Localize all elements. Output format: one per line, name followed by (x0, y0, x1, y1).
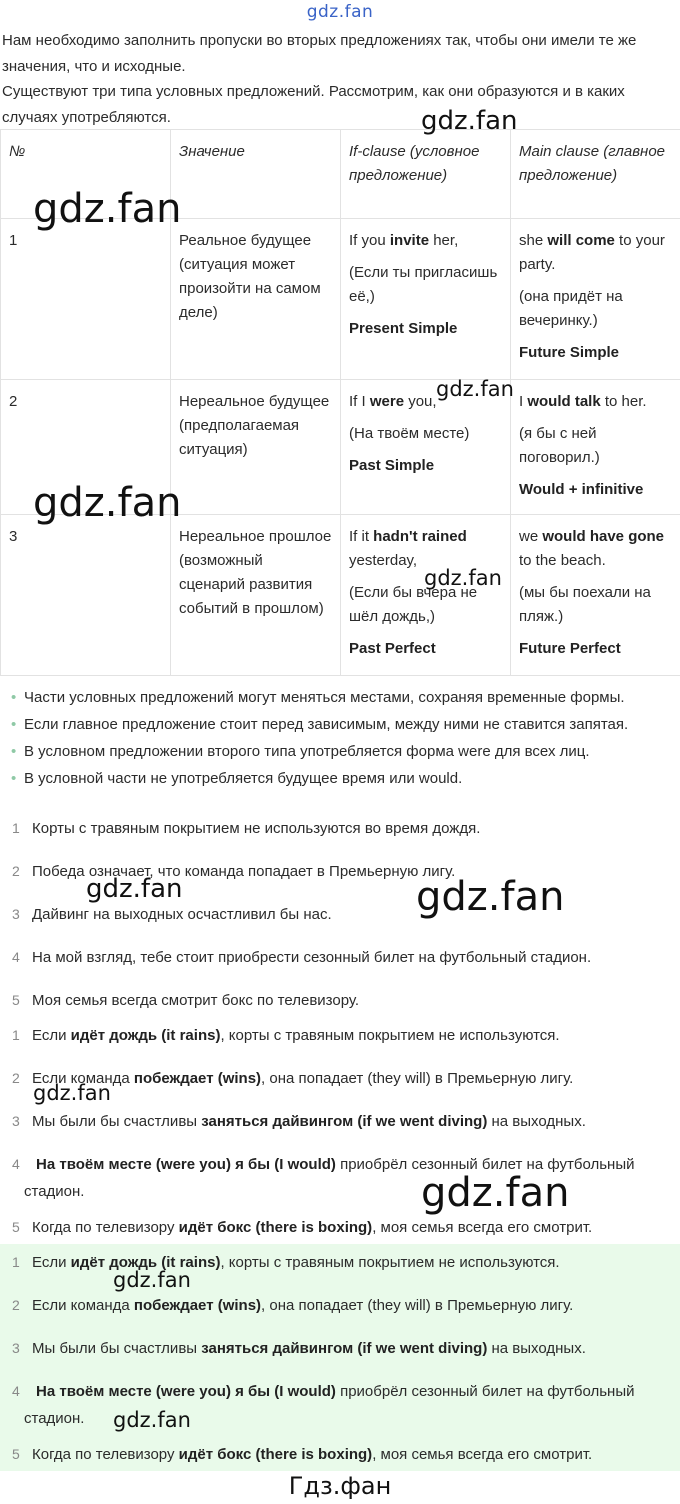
row-number: 1 (1, 219, 171, 380)
bullet-icon: • (11, 770, 17, 787)
list-item (0, 1441, 680, 1468)
item-number: 5 (12, 1446, 20, 1462)
header-if-clause: If-clause (условное предложение) (341, 130, 511, 219)
item-number: 4 (12, 1383, 20, 1399)
row-if-clause (341, 219, 511, 380)
notes-list (0, 688, 680, 796)
row-meaning: Реальное будущее (ситуация может произойти на самом деле) (171, 219, 341, 380)
watermark: gdz.fan (33, 1081, 111, 1105)
site-logo[interactable]: gdz.fan (306, 2, 374, 22)
if-tense: Past Simple (349, 457, 435, 474)
main-translation: (мы бы поехали на пляж.) (519, 584, 651, 625)
bullet-icon: • (11, 689, 17, 706)
watermark: gdz.fan (436, 377, 514, 401)
watermark: gdz.fan (421, 106, 518, 136)
row-meaning: Нереальное прошлое (возможный сценарий развития событий в прошлом) (171, 515, 341, 676)
list-item (0, 901, 680, 928)
watermark: gdz.fan (113, 1408, 191, 1432)
header-meaning: Значение (171, 130, 341, 219)
intro-paragraph-2: Существуют три типа условных предложений. Рассмотрим, как они образуются и в каких случаях употребляются. (2, 83, 625, 126)
row-main-clause (511, 515, 680, 676)
if-translation: (Если ты пригласишь её,) (349, 264, 498, 305)
if-tense: Present Simple (349, 320, 458, 337)
main-example: she will come to your party. (519, 232, 665, 273)
main-tense: Future Perfect (519, 640, 621, 657)
watermark: gdz.fan (86, 874, 183, 904)
item-text: Победа означает, что команда попадает в Премьерную лигу. (32, 863, 456, 880)
item-number: 5 (12, 992, 20, 1008)
item-text: На твоём месте (were you) я бы (I would) приобрёл сезонный билет на футбольный стадион. (24, 1156, 635, 1200)
row-main-clause (511, 219, 680, 380)
if-translation: (Если бы вчера не шёл дождь,) (349, 584, 478, 625)
item-number: 4 (12, 949, 20, 965)
main-translation: (она придёт на вечеринку.) (519, 288, 623, 329)
item-text: На мой взгляд, тебе стоит приобрести сезонный билет на футбольный стадион. (32, 949, 592, 966)
item-text: Дайвинг на выходных осчастливил бы нас. (32, 906, 332, 923)
item-number: 2 (12, 1070, 20, 1086)
list-item (0, 987, 680, 1014)
if-tense: Past Perfect (349, 640, 436, 657)
watermark: gdz.fan (421, 1170, 570, 1216)
footer-logo[interactable]: Гдз.фан (288, 1472, 392, 1500)
list-item (0, 1378, 680, 1432)
item-text: Когда по телевизору идёт бокс (there is boxing), моя семья всегда его смотрит. (32, 1219, 593, 1236)
watermark: gdz.fan (416, 874, 565, 920)
item-text: Когда по телевизору идёт бокс (there is boxing), моя семья всегда его смотрит. (32, 1446, 593, 1463)
main-example: we would have gone to the beach. (519, 528, 665, 569)
item-number: 2 (12, 863, 20, 879)
watermark: gdz.fan (33, 480, 182, 526)
bullet-icon: • (11, 743, 17, 760)
watermark: gdz.fan (33, 186, 182, 232)
if-example: If it hadn't rained yesterday, (349, 528, 467, 569)
item-text: Если идёт дождь (it rains), корты с травяным покрытием не используются. (32, 1027, 560, 1044)
item-text: Мы были бы счастливы заняться дайвингом (if we went diving) на выходных. (32, 1113, 586, 1130)
item-text: Мы были бы счастливы заняться дайвингом (if we went diving) на выходных. (32, 1340, 586, 1357)
list-item (0, 1292, 680, 1319)
row-number: 2 (1, 380, 171, 515)
header-number: № (1, 130, 171, 219)
item-number: 1 (12, 1254, 20, 1270)
if-example: If you invite her, (349, 232, 459, 249)
intro-paragraph-1: Нам необходимо заполнить пропуски во вторых предложениях так, чтобы они имели те же значения, что и исходные. (2, 32, 637, 75)
item-number: 5 (12, 1219, 20, 1235)
list-item: • В условном предложении второго типа употребляется форма were для всех лиц. (11, 743, 590, 760)
row-number: 3 (1, 515, 171, 676)
watermark: gdz.fan (113, 1268, 191, 1292)
list-item (0, 1335, 680, 1362)
main-example: I would talk to her. (519, 393, 647, 410)
row-main-clause (511, 380, 680, 515)
list-item: • В условной части не употребляется будущее время или would. (11, 770, 463, 787)
item-text: Моя семья всегда смотрит бокс по телевизору. (32, 992, 360, 1009)
if-translation: (На твоём месте) (349, 425, 470, 442)
list-item (0, 1108, 680, 1135)
item-text: Корты с травяным покрытием не используются во время дождя. (32, 820, 481, 837)
list-item (0, 1022, 680, 1049)
row-meaning: Нереальное будущее (предполагаемая ситуация) (171, 380, 341, 515)
item-text: На твоём месте (were you) я бы (I would) приобрёл сезонный билет на футбольный стадион. (24, 1383, 635, 1427)
item-number: 3 (12, 1340, 20, 1356)
list-item: • Части условных предложений могут меняться местами, сохраняя временные формы. (11, 689, 625, 706)
list-item (0, 944, 680, 971)
item-number: 1 (12, 1027, 20, 1043)
table-row (1, 515, 680, 676)
item-number: 2 (12, 1297, 20, 1313)
main-translation: (я бы с ней поговорил.) (519, 425, 600, 466)
main-tense: Future Simple (519, 344, 620, 361)
table-row (1, 219, 680, 380)
item-text: Если команда побеждает (wins), она попадает (they will) в Премьерную лигу. (32, 1297, 574, 1314)
watermark: gdz.fan (424, 566, 502, 590)
bullet-icon: • (11, 716, 17, 733)
if-example: If I were you, (349, 393, 437, 410)
item-number: 4 (12, 1156, 20, 1172)
item-text: Если идёт дождь (it rains), корты с травяным покрытием не используются. (32, 1254, 560, 1271)
item-number: 1 (12, 820, 20, 836)
row-if-clause (341, 515, 511, 676)
main-tense: Would + infinitive (519, 481, 644, 498)
item-number: 3 (12, 1113, 20, 1129)
item-text: Если команда побеждает (wins), она попадает (they will) в Премьерную лигу. (32, 1070, 574, 1087)
list-item (0, 1151, 680, 1205)
header-main-clause: Main clause (главное предложение) (511, 130, 680, 219)
item-number: 3 (12, 906, 20, 922)
list-item (0, 815, 680, 842)
list-item: • Если главное предложение стоит перед зависимым, между ними не ставится запятая. (11, 716, 629, 733)
list-item (0, 1249, 680, 1276)
list-item (0, 1214, 680, 1241)
